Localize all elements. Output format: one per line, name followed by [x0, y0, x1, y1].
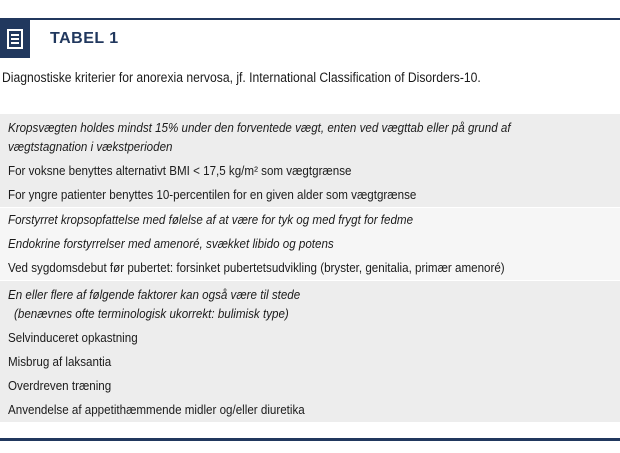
- criteria-group-weight: [0, 114, 620, 207]
- criteria-row: Misbrug af laksantia: [8, 354, 112, 369]
- bottom-rule: [0, 438, 620, 441]
- criteria-row: vægtstagnation i vækstperioden: [8, 139, 173, 154]
- criteria-row: Anvendelse af appetithæmmende midler og/eller diuretika: [8, 402, 305, 417]
- criteria-row: Selvinduceret opkastning: [8, 330, 138, 345]
- table-header: [0, 20, 620, 58]
- criteria-group-other-factors: [0, 281, 620, 422]
- criteria-row: Endokrine forstyrrelser med amenoré, svækket libido og potens: [8, 236, 334, 251]
- criteria-row: Overdreven træning: [8, 378, 112, 393]
- criteria-row: (benævnes ofte terminologisk ukorrekt: bulimisk type): [14, 306, 289, 321]
- criteria-row: For yngre patienter benyttes 10-percentilen for en given alder som vægtgrænse: [8, 187, 417, 202]
- criteria-row: For voksne benyttes alternativt BMI < 17,5 kg/m² som vægtgrænse: [8, 163, 352, 178]
- criteria-row: Ved sygdomsdebut før pubertet: forsinket pubertetsudvikling (bryster, genitalia, primær amenoré): [8, 260, 505, 275]
- criteria-group-body-image: [0, 208, 620, 232]
- criteria-row: Kropsvægten holdes mindst 15% under den forventede vægt, enten ved vægttab eller på grund af: [8, 120, 511, 135]
- criteria-table: [0, 114, 620, 422]
- criteria-group-endocrine: [0, 232, 620, 280]
- table-caption: Diagnostiske kriterier for anorexia nervosa, jf. International Classification of Disorders-10.: [2, 70, 481, 85]
- criteria-row: En eller flere af følgende faktorer kan også være til stede: [8, 287, 301, 302]
- document-list-icon: [0, 20, 30, 58]
- criteria-row: Forstyrret kropsopfattelse med følelse af at være for tyk og med frygt for fedme: [8, 212, 414, 227]
- table-label: TABEL 1: [50, 30, 119, 47]
